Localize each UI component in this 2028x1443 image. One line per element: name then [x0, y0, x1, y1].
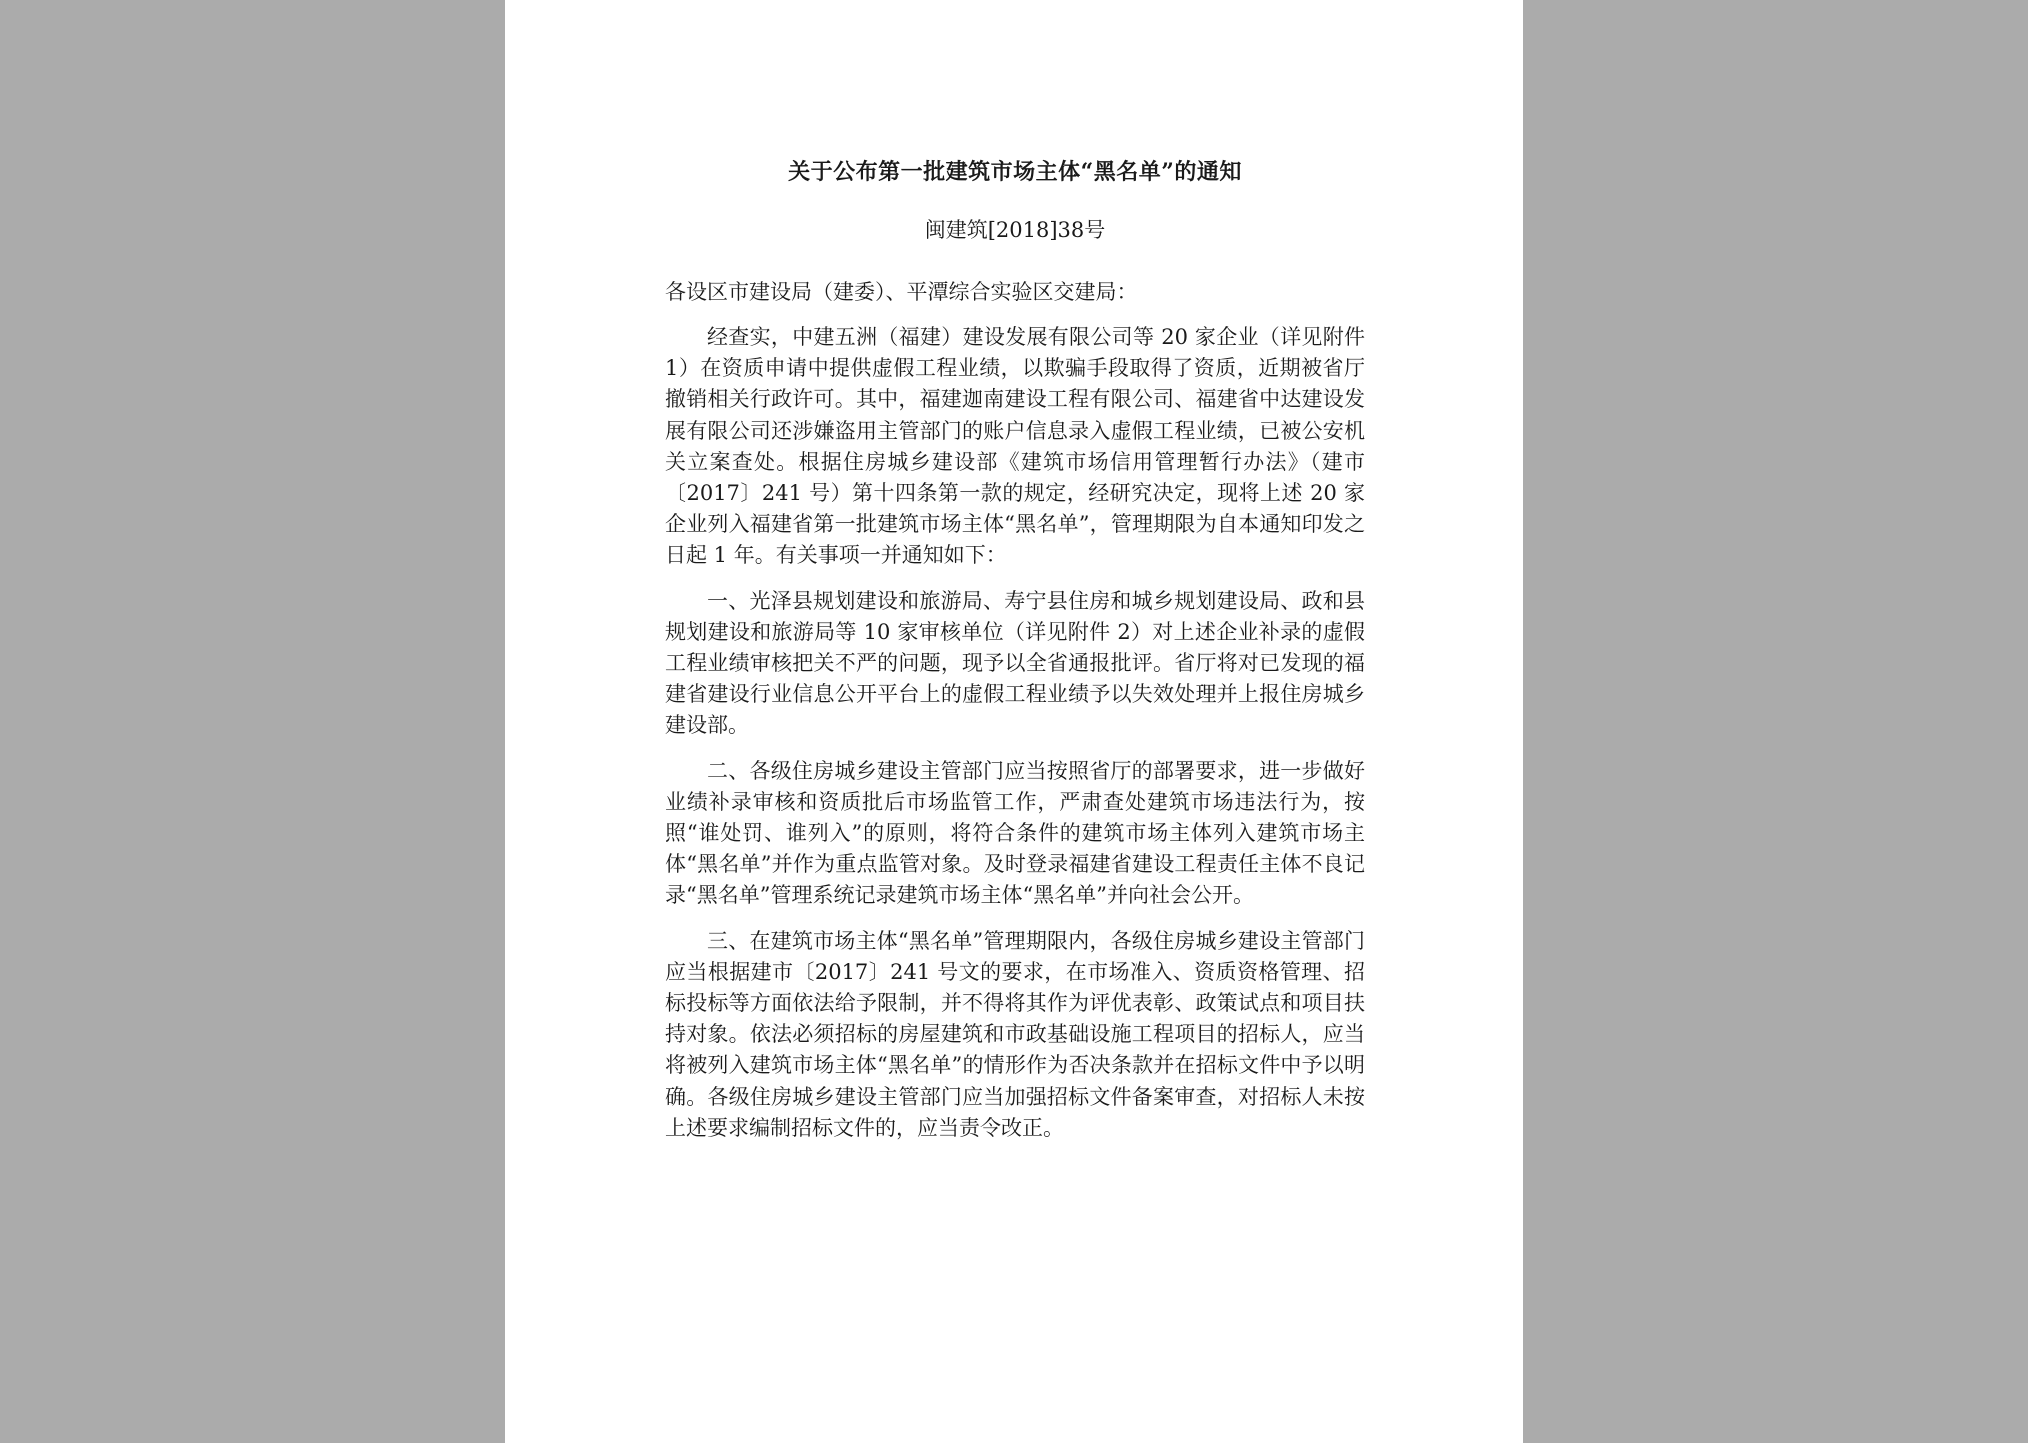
paragraph-item-1: 一、光泽县规划建设和旅游局、寿宁县住房和城乡规划建设局、政和县规划建设和旅游局等 10 家审核单位（详见附件 2）对上述企业补录的虚假工程业绩审核把关不严的问题，现予以全省通报批评。省厅将对已发现的福建省建设行业信息公开平台上的虚假工程业绩予以失效处理并上报住房城乡建设部。	[665, 588, 1365, 738]
document-number: 闽建筑[2018]38号	[924, 218, 1106, 242]
document-page	[505, 0, 1523, 1443]
addressee: 各设区市建设局（建委）、平潭综合实验区交建局：	[665, 280, 1138, 304]
paragraph-intro: 经查实，中建五洲（福建）建设发展有限公司等 20 家企业（详见附件 1）在资质申请中提供虚假工程业绩，以欺骗手段取得了资质，近期被省厅撤销相关行政许可。其中，福建迦南建设工程有限公司、福建省中达建设发展有限公司还涉嫌盗用主管部门的账户信息录入虚假工程业绩，已被公安机关立案查处。根据住房城乡建设部《建筑市场信用管理暂行办法》（建市〔2017〕241 号）第十四条第一款的规定，经研究决定，现将上述 20 家企业列入福建省第一批建筑市场主体“黑名单”，管理期限为自本通知印发之日起 1 年。有关事项一并通知如下：	[665, 325, 1365, 568]
paragraph-item-3: 三、在建筑市场主体“黑名单”管理期限内，各级住房城乡建设主管部门应当根据建市〔2017〕241 号文的要求，在市场准入、资质资格管理、招标投标等方面依法给予限制，并不得将其作为评优表彰、政策试点和项目扶持对象。依法必须招标的房屋建筑和市政基础设施工程项目的招标人，应当将被列入建筑市场主体“黑名单”的情形作为否决条款并在招标文件中予以明确。各级住房城乡建设主管部门应当加强招标文件备案审查，对招标人未按上述要求编制招标文件的，应当责令改正。	[665, 928, 1365, 1140]
document-body	[665, 152, 1365, 1144]
document-title: 关于公布第一批建筑市场主体“黑名单”的通知	[788, 159, 1242, 185]
paragraph-item-2: 二、各级住房城乡建设主管部门应当按照省厅的部署要求，进一步做好业绩补录审核和资质批后市场监管工作，严肃查处建筑市场违法行为，按照“谁处罚、谁列入”的原则，将符合条件的建筑市场主体列入建筑市场主体“黑名单”并作为重点监管对象。及时登录福建省建设工程责任主体不良记录“黑名单”管理系统记录建筑市场主体“黑名单”并向社会公开。	[665, 758, 1365, 908]
